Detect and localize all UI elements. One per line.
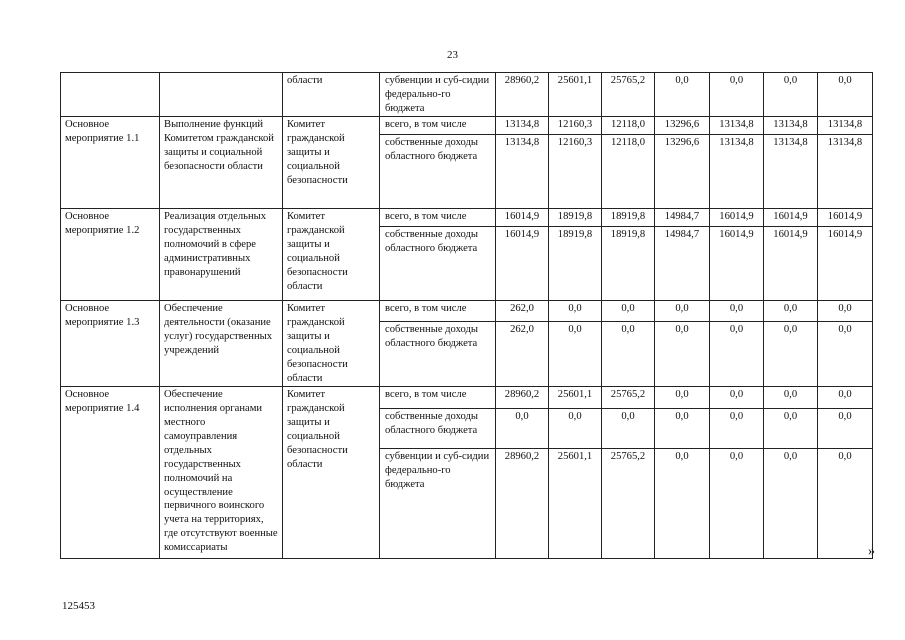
value-cell: 13134,8 — [818, 116, 873, 134]
funding-source-cell: всего, в том числе — [380, 386, 496, 408]
value-cell: 25765,2 — [602, 448, 655, 558]
program-name-cell: Основное мероприятие 1.4 — [61, 386, 160, 558]
executor-cell: Комитет гражданской защиты и социальной безопасности области — [283, 208, 380, 300]
value-cell: 25601,1 — [549, 386, 602, 408]
table-row — [61, 73, 873, 117]
value-cell: 12118,0 — [602, 116, 655, 134]
value-cell: 13134,8 — [496, 116, 549, 134]
executor-cell: области — [283, 73, 380, 117]
funding-table — [60, 72, 873, 559]
value-cell: 16014,9 — [818, 226, 873, 300]
value-cell: 0,0 — [764, 386, 818, 408]
value-cell: 262,0 — [496, 300, 549, 321]
value-cell: 16014,9 — [496, 226, 549, 300]
value-cell: 0,0 — [818, 300, 873, 321]
table-row — [61, 208, 873, 226]
value-cell: 0,0 — [655, 448, 710, 558]
value-cell: 18919,8 — [602, 208, 655, 226]
value-cell: 13296,6 — [655, 116, 710, 134]
description-cell: Обеспечение исполнения органами местного самоуправления отдельных государственных полномочий на осуществление первичного воинского учета на территориях, где отсутствуют военные комиссариаты — [160, 386, 283, 558]
value-cell: 16014,9 — [764, 226, 818, 300]
value-cell: 18919,8 — [549, 226, 602, 300]
table-row — [61, 116, 873, 134]
value-cell: 0,0 — [764, 408, 818, 448]
value-cell: 0,0 — [602, 408, 655, 448]
value-cell: 28960,2 — [496, 73, 549, 117]
description-cell: Реализация отдельных государственных полномочий в сфере административных правонарушений — [160, 208, 283, 300]
funding-source-cell: всего, в том числе — [380, 300, 496, 321]
value-cell: 0,0 — [764, 73, 818, 117]
value-cell: 0,0 — [549, 300, 602, 321]
funding-source-cell: субвенции и суб-сидии федерально-го бюджета — [380, 73, 496, 117]
value-cell: 12118,0 — [602, 134, 655, 208]
funding-source-cell: собственные доходы областного бюджета — [380, 226, 496, 300]
description-cell: Выполнение функций Комитетом гражданской защиты и социальной безопасности области — [160, 116, 283, 208]
value-cell: 16014,9 — [496, 208, 549, 226]
value-cell: 18919,8 — [549, 208, 602, 226]
value-cell: 14984,7 — [655, 226, 710, 300]
value-cell: 14984,7 — [655, 208, 710, 226]
executor-cell: Комитет гражданской защиты и социальной безопасности области — [283, 300, 380, 386]
value-cell: 28960,2 — [496, 448, 549, 558]
value-cell: 13134,8 — [710, 116, 764, 134]
table-row — [61, 386, 873, 408]
value-cell: 25765,2 — [602, 386, 655, 408]
value-cell: 25601,1 — [549, 448, 602, 558]
value-cell: 0,0 — [710, 73, 764, 117]
value-cell: 13134,8 — [710, 134, 764, 208]
value-cell: 12160,3 — [549, 134, 602, 208]
closing-quote: » — [868, 544, 875, 559]
value-cell: 0,0 — [710, 321, 764, 386]
value-cell: 13134,8 — [496, 134, 549, 208]
value-cell: 16014,9 — [764, 208, 818, 226]
value-cell: 0,0 — [710, 386, 764, 408]
value-cell: 0,0 — [710, 408, 764, 448]
funding-source-cell: субвенции и суб-сидии федерально-го бюджета — [380, 448, 496, 558]
value-cell: 25765,2 — [602, 73, 655, 117]
program-name-cell: Основное мероприятие 1.1 — [61, 116, 160, 208]
value-cell: 16014,9 — [710, 226, 764, 300]
table-row — [61, 300, 873, 321]
value-cell: 0,0 — [818, 321, 873, 386]
value-cell: 0,0 — [764, 300, 818, 321]
value-cell: 0,0 — [710, 300, 764, 321]
funding-source-cell: собственные доходы областного бюджета — [380, 134, 496, 208]
value-cell: 16014,9 — [710, 208, 764, 226]
value-cell: 262,0 — [496, 321, 549, 386]
value-cell: 0,0 — [602, 300, 655, 321]
funding-source-cell: собственные доходы областного бюджета — [380, 321, 496, 386]
value-cell: 12160,3 — [549, 116, 602, 134]
executor-cell: Комитет гражданской защиты и социальной безопасности области — [283, 386, 380, 558]
value-cell: 0,0 — [549, 321, 602, 386]
value-cell: 0,0 — [818, 408, 873, 448]
value-cell: 13134,8 — [764, 134, 818, 208]
value-cell: 0,0 — [655, 73, 710, 117]
value-cell: 0,0 — [655, 300, 710, 321]
value-cell: 0,0 — [602, 321, 655, 386]
value-cell: 0,0 — [655, 321, 710, 386]
page-number: 23 — [447, 49, 458, 61]
value-cell: 0,0 — [710, 448, 764, 558]
value-cell: 13296,6 — [655, 134, 710, 208]
description-cell — [160, 73, 283, 117]
value-cell: 28960,2 — [496, 386, 549, 408]
value-cell: 0,0 — [818, 73, 873, 117]
value-cell: 13134,8 — [818, 134, 873, 208]
value-cell: 0,0 — [818, 448, 873, 558]
executor-cell: Комитет гражданской защиты и социальной безопасности — [283, 116, 380, 208]
value-cell: 0,0 — [655, 408, 710, 448]
funding-source-cell: собственные доходы областного бюджета — [380, 408, 496, 448]
funding-source-cell: всего, в том числе — [380, 208, 496, 226]
value-cell: 18919,8 — [602, 226, 655, 300]
value-cell: 0,0 — [655, 386, 710, 408]
program-name-cell — [61, 73, 160, 117]
value-cell: 0,0 — [496, 408, 549, 448]
value-cell: 0,0 — [549, 408, 602, 448]
document-code: 125453 — [62, 600, 95, 612]
value-cell: 25601,1 — [549, 73, 602, 117]
value-cell: 16014,9 — [818, 208, 873, 226]
description-cell: Обеспечение деятельности (оказание услуг) государственных учреждений — [160, 300, 283, 386]
value-cell: 0,0 — [764, 321, 818, 386]
program-name-cell: Основное мероприятие 1.2 — [61, 208, 160, 300]
value-cell: 0,0 — [764, 448, 818, 558]
program-name-cell: Основное мероприятие 1.3 — [61, 300, 160, 386]
value-cell: 0,0 — [818, 386, 873, 408]
funding-source-cell: всего, в том числе — [380, 116, 496, 134]
value-cell: 13134,8 — [764, 116, 818, 134]
